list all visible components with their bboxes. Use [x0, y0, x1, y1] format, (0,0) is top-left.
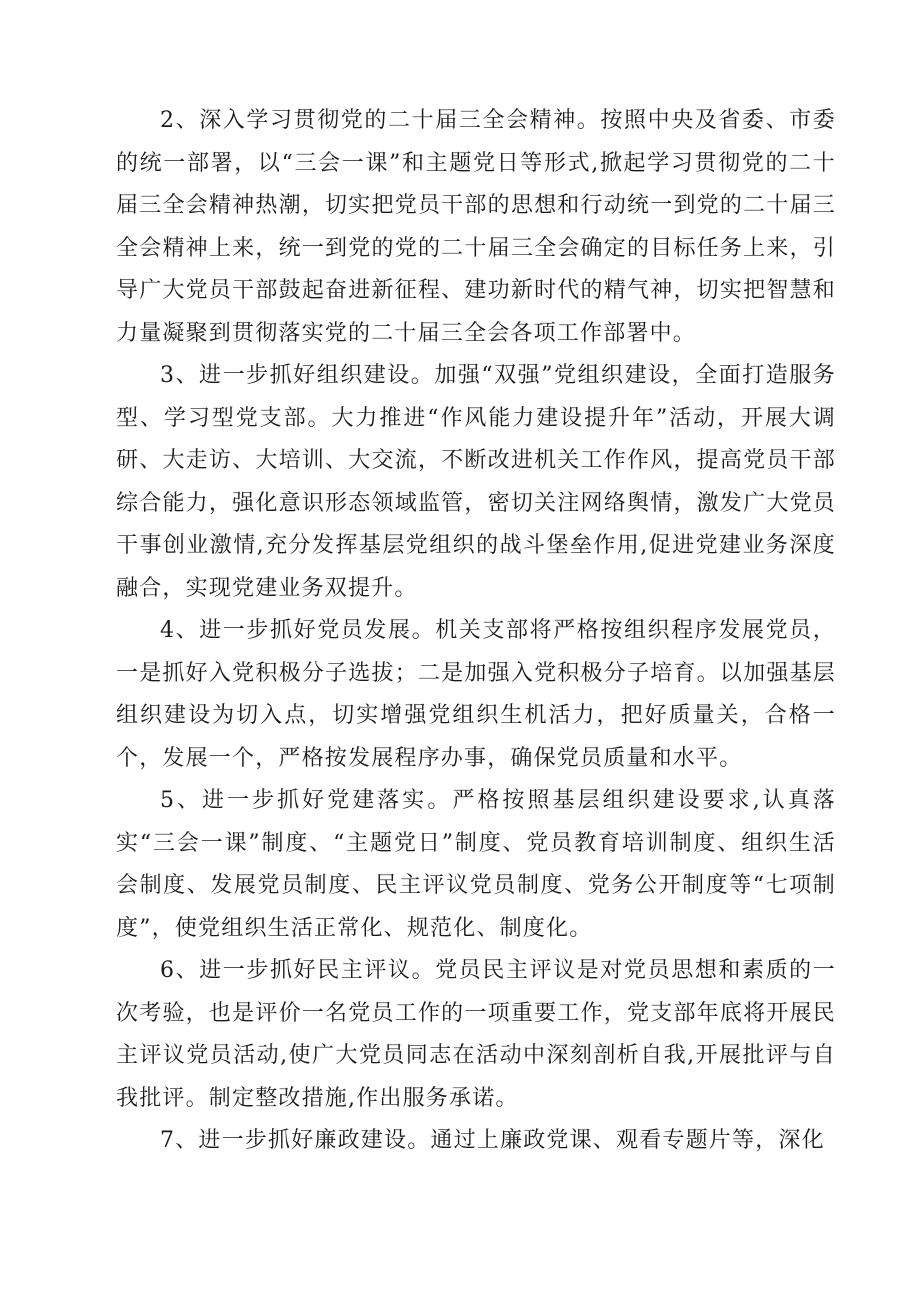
paragraph-item-7: 7、进一步抓好廉政建设。通过上廉政党课、观看专题片等，深化: [160, 1128, 825, 1153]
paragraph-item-5: 5、进一步抓好党建落实。严格按照基层组织建设要求,认真落实“三会一课”制度、“主题党日”制度、党员教育培训制度、组织生活会制度、发展党员制度、民主评议党员制度、党务公开制度等“七项制度”，使党组织生活正常化、规范化、制度化。: [116, 788, 836, 941]
document-body: [116, 100, 836, 1163]
paragraph-item-6: 6、进一步抓好民主评议。党员民主评议是对党员思想和素质的一次考验，也是评价一名党员工作的一项重要工作，党支部年底将开展民主评议党员活动,使广大党员同志在活动中深刻剖析自我,开展批评与自我批评。制定整改措施,作出服务承诺。: [116, 958, 836, 1111]
paragraph-item-3: 3、进一步抓好组织建设。加强“双强”党组织建设，全面打造服务型、学习型党支部。大力推进“作风能力建设提升年”活动，开展大调研、大走访、大培训、大交流，不断改进机关工作作风，提高党员干部综合能力，强化意识形态领域监管，密切关注网络舆情，激发广大党员干事创业激情,充分发挥基层党组织的战斗堡垒作用,促进党建业务深度融合，实现党建业务双提升。: [116, 363, 836, 601]
paragraph-item-2: 2、深入学习贯彻党的二十届三全会精神。按照中央及省委、市委的统一部署，以“三会一课”和主题党日等形式,掀起学习贯彻党的二十届三全会精神热潮，切实把党员干部的思想和行动统一到党的二十届三全会精神上来，统一到党的党的二十届三全会确定的目标任务上来，引导广大党员干部鼓起奋进新征程、建功新时代的精气神，切实把智慧和力量凝聚到贯彻落实党的二十届三全会各项工作部署中。: [116, 108, 836, 346]
paragraph-item-4: 4、进一步抓好党员发展。机关支部将严格按组织程序发展党员，一是抓好入党积极分子选拔；二是加强入党积极分子培育。以加强基层组织建设为切入点，切实增强党组织生机活力，把好质量关，合格一个，发展一个，严格按发展程序办事，确保党员质量和水平。: [116, 618, 836, 771]
